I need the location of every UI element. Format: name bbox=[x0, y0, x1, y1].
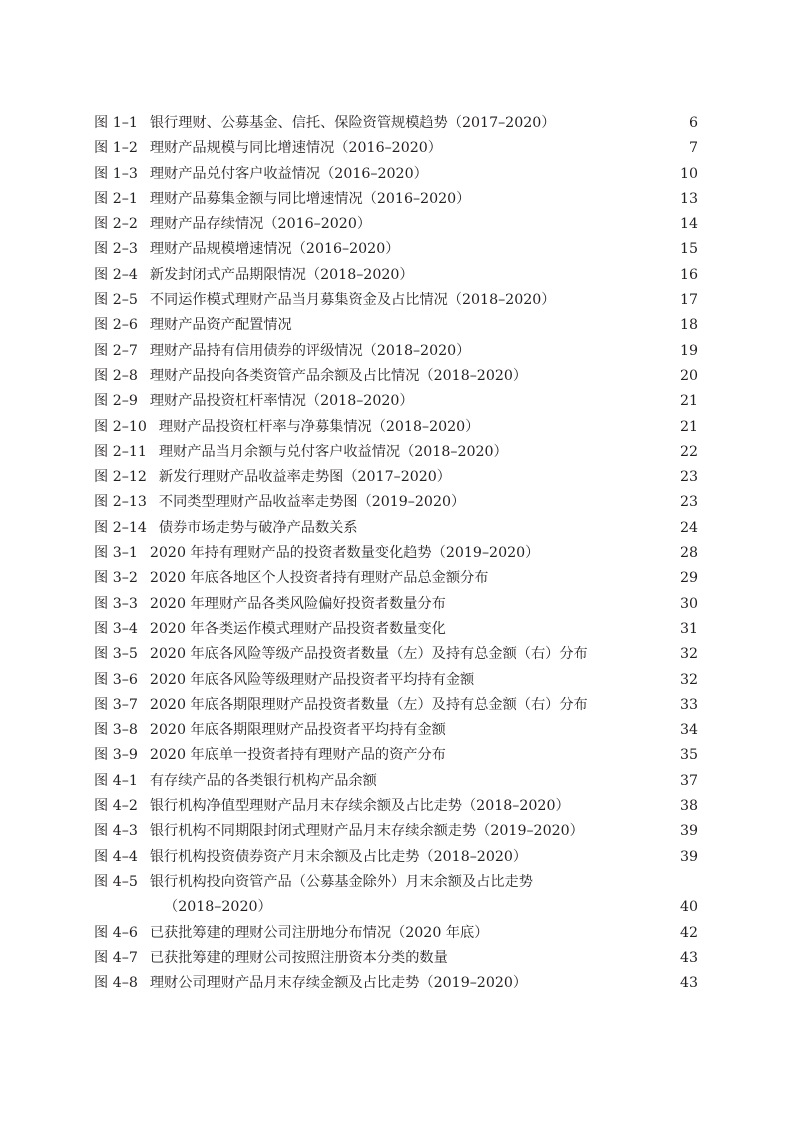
page-number: 24 bbox=[679, 519, 698, 536]
toc-entry[interactable] bbox=[94, 921, 698, 946]
toc-entry[interactable] bbox=[94, 364, 698, 389]
figure-number: 图 2–7 bbox=[94, 342, 138, 359]
toc-entry[interactable] bbox=[94, 237, 698, 262]
figure-title: 2020 年底各风险等级产品投资者数量（左）及持有总金额（右）分布 bbox=[149, 646, 588, 663]
figure-title: 已获批筹建的理财公司注册地分布情况（2020 年底） bbox=[149, 924, 489, 941]
toc-entry[interactable] bbox=[94, 946, 698, 971]
page-number: 15 bbox=[679, 241, 698, 258]
figure-number: 图 3–1 bbox=[94, 545, 138, 562]
page-number: 40 bbox=[679, 899, 698, 916]
figure-title: 理财产品持有信用债券的评级情况（2018–2020） bbox=[149, 342, 471, 359]
toc-entry[interactable] bbox=[94, 592, 698, 617]
toc-entry[interactable] bbox=[94, 440, 698, 465]
figure-number: 图 4–5 bbox=[94, 873, 138, 890]
page-number: 42 bbox=[679, 924, 698, 941]
page-number: 29 bbox=[679, 570, 698, 587]
toc-entry[interactable] bbox=[94, 263, 698, 288]
toc-entry[interactable] bbox=[94, 187, 698, 212]
figure-number: 图 3–8 bbox=[94, 722, 138, 739]
toc-entry[interactable] bbox=[94, 490, 698, 515]
figure-number: 图 3–3 bbox=[94, 595, 138, 612]
toc-entry[interactable] bbox=[94, 617, 698, 642]
figure-number: 图 3–2 bbox=[94, 570, 138, 587]
page-number: 20 bbox=[679, 367, 698, 384]
page-number: 33 bbox=[679, 696, 698, 713]
figure-number: 图 4–4 bbox=[94, 848, 138, 865]
figure-title: 理财产品投资杠杆率情况（2018–2020） bbox=[149, 393, 414, 410]
page-number: 43 bbox=[679, 949, 698, 966]
figure-title: 不同类型理财产品收益率走势图（2019–2020） bbox=[158, 494, 466, 511]
figure-title: 理财公司理财产品月末存续金额及占比走势（2019–2020） bbox=[149, 975, 528, 992]
figure-title: 已获批筹建的理财公司按照注册资本分类的数量 bbox=[149, 949, 448, 966]
toc-entry[interactable] bbox=[94, 794, 698, 819]
figure-number: 图 4–6 bbox=[94, 924, 138, 941]
page-number: 14 bbox=[679, 216, 698, 233]
toc-entry[interactable] bbox=[94, 743, 698, 768]
figure-title: 新发行理财产品收益率走势图（2017–2020） bbox=[158, 469, 451, 486]
page-number: 38 bbox=[679, 798, 698, 815]
toc-entry[interactable] bbox=[94, 389, 698, 414]
figure-number: 图 4–2 bbox=[94, 798, 138, 815]
figure-number: 图 4–7 bbox=[94, 949, 138, 966]
figure-number: 图 4–1 bbox=[94, 772, 138, 789]
page-number: 18 bbox=[679, 317, 698, 334]
figure-title: 银行机构净值型理财产品月末存续余额及占比走势（2018–2020） bbox=[149, 798, 570, 815]
figure-title: 2020 年持有理财产品的投资者数量变化趋势（2019–2020） bbox=[149, 545, 540, 562]
figure-title: 2020 年理财产品各类风险偏好投资者数量分布 bbox=[149, 595, 446, 612]
figure-title: 2020 年底各地区个人投资者持有理财产品总金额分布 bbox=[149, 570, 489, 587]
figure-number: 图 2–5 bbox=[94, 292, 138, 309]
toc-entry[interactable] bbox=[94, 971, 698, 996]
toc-entry[interactable] bbox=[94, 415, 698, 440]
page-number: 19 bbox=[679, 342, 698, 359]
page-number: 10 bbox=[679, 165, 698, 182]
figure-number: 图 1–1 bbox=[94, 115, 138, 131]
toc-entry[interactable] bbox=[94, 718, 698, 743]
toc-entry[interactable] bbox=[94, 566, 698, 591]
figure-title: 理财产品投资杠杆率与净募集情况（2018–2020） bbox=[158, 418, 480, 435]
figure-title: 理财产品投向各类资管产品余额及占比情况（2018–2020） bbox=[149, 367, 528, 384]
page-number: 7 bbox=[688, 140, 698, 157]
figure-number: 图 3–6 bbox=[94, 671, 138, 688]
figure-title: 2020 年底各期限理财产品投资者平均持有金额 bbox=[149, 722, 446, 739]
toc-entry[interactable] bbox=[94, 339, 698, 364]
page-number: 23 bbox=[679, 469, 698, 486]
figure-title: 理财产品规模与同比增速情况（2016–2020） bbox=[149, 140, 442, 157]
figure-number: 图 2–11 bbox=[94, 443, 147, 460]
figure-number: 图 2–10 bbox=[94, 418, 147, 435]
page-number: 39 bbox=[679, 848, 698, 865]
figure-number: 图 2–8 bbox=[94, 367, 138, 384]
list-of-figures bbox=[94, 111, 698, 996]
figure-title: 银行机构投向资管产品（公募基金除外）月末余额及占比走势 bbox=[149, 873, 533, 890]
figure-title: 2020 年底单一投资者持有理财产品的资产分布 bbox=[149, 747, 446, 764]
figure-title: 理财产品募集金额与同比增速情况（2016–2020） bbox=[149, 190, 471, 207]
figure-title: 理财产品资产配置情况 bbox=[149, 317, 292, 334]
figure-number: 图 3–7 bbox=[94, 696, 138, 713]
page-number: 35 bbox=[679, 747, 698, 764]
figure-title: 理财产品兑付客户收益情况（2016–2020） bbox=[149, 165, 428, 182]
figure-number: 图 3–9 bbox=[94, 747, 138, 764]
figure-number: 图 1–3 bbox=[94, 165, 138, 182]
page-number: 17 bbox=[679, 292, 698, 309]
toc-entry[interactable] bbox=[94, 212, 698, 237]
figure-number: 图 2–6 bbox=[94, 317, 138, 334]
page-number: 37 bbox=[679, 772, 698, 789]
toc-entry[interactable] bbox=[94, 313, 698, 338]
figure-number: 图 3–5 bbox=[94, 646, 138, 663]
figure-title: 银行理财、公募基金、信托、保险资管规模趋势（2017–2020） bbox=[149, 115, 556, 131]
figure-number: 图 2–4 bbox=[94, 266, 138, 283]
page-number: 22 bbox=[679, 443, 698, 460]
toc-entry[interactable] bbox=[94, 819, 698, 844]
toc-entry[interactable] bbox=[94, 693, 698, 718]
toc-entry[interactable] bbox=[94, 642, 698, 667]
figure-number: 图 2–3 bbox=[94, 241, 138, 258]
figure-title: 不同运作模式理财产品当月募集资金及占比情况（2018–2020） bbox=[149, 292, 556, 309]
toc-entry[interactable] bbox=[94, 541, 698, 566]
figure-number: 图 2–1 bbox=[94, 190, 138, 207]
page-number: 32 bbox=[679, 671, 698, 688]
figure-number: 图 2–2 bbox=[94, 216, 138, 233]
figure-title: 银行机构不同期限封闭式理财产品月末存续余额走势（2019–2020） bbox=[149, 823, 584, 840]
page-number: 30 bbox=[679, 595, 698, 612]
page-number: 31 bbox=[679, 620, 698, 637]
page-number: 39 bbox=[679, 823, 698, 840]
toc-entry[interactable] bbox=[94, 111, 698, 136]
toc-entry[interactable] bbox=[94, 136, 698, 161]
figure-title: 理财产品存续情况（2016–2020） bbox=[149, 216, 372, 233]
toc-entry[interactable] bbox=[94, 162, 698, 187]
figure-number: 图 1–2 bbox=[94, 140, 138, 157]
figure-title: 理财产品规模增速情况（2016–2020） bbox=[149, 241, 400, 258]
figure-number: 图 2–9 bbox=[94, 393, 138, 410]
figure-title: 理财产品当月余额与兑付客户收益情况（2018–2020） bbox=[158, 443, 508, 460]
page-number: 32 bbox=[679, 646, 698, 663]
figure-number: 图 3–4 bbox=[94, 620, 138, 637]
figure-number: 图 4–3 bbox=[94, 823, 138, 840]
figure-number: 图 4–8 bbox=[94, 975, 138, 992]
page-number: 21 bbox=[679, 393, 698, 410]
figure-title: 2020 年底各期限理财产品投资者数量（左）及持有总金额（右）分布 bbox=[149, 696, 588, 713]
page-number: 28 bbox=[679, 545, 698, 562]
toc-entry[interactable] bbox=[94, 465, 698, 490]
figure-title: 新发封闭式产品期限情况（2018–2020） bbox=[149, 266, 414, 283]
page-number: 23 bbox=[679, 494, 698, 511]
figure-number: 图 2–13 bbox=[94, 494, 147, 511]
page-number: 16 bbox=[679, 266, 698, 283]
page-number: 21 bbox=[679, 418, 698, 435]
toc-entry[interactable] bbox=[94, 516, 698, 541]
figure-title: 有存续产品的各类银行机构产品余额 bbox=[149, 772, 377, 789]
figure-title: 2020 年各类运作模式理财产品投资者数量变化 bbox=[149, 620, 446, 637]
page-number: 34 bbox=[679, 722, 698, 739]
figure-title: （2018–2020） bbox=[164, 899, 272, 916]
toc-entry[interactable] bbox=[94, 895, 698, 920]
toc-entry[interactable] bbox=[94, 668, 698, 693]
toc-entry[interactable] bbox=[94, 845, 698, 870]
toc-entry[interactable] bbox=[94, 769, 698, 794]
toc-entry[interactable] bbox=[94, 870, 698, 895]
toc-entry[interactable] bbox=[94, 288, 698, 313]
figure-title: 银行机构投资债券资产月末余额及占比走势（2018–2020） bbox=[149, 848, 528, 865]
figure-title: 2020 年底各风险等级理财产品投资者平均持有金额 bbox=[149, 671, 475, 688]
figure-number: 图 2–14 bbox=[94, 519, 147, 536]
page-number: 13 bbox=[679, 190, 698, 207]
figure-title: 债券市场走势与破净产品数关系 bbox=[158, 519, 358, 536]
page-number: 43 bbox=[679, 975, 698, 992]
figure-number: 图 2–12 bbox=[94, 469, 147, 486]
page-number: 6 bbox=[688, 115, 698, 131]
